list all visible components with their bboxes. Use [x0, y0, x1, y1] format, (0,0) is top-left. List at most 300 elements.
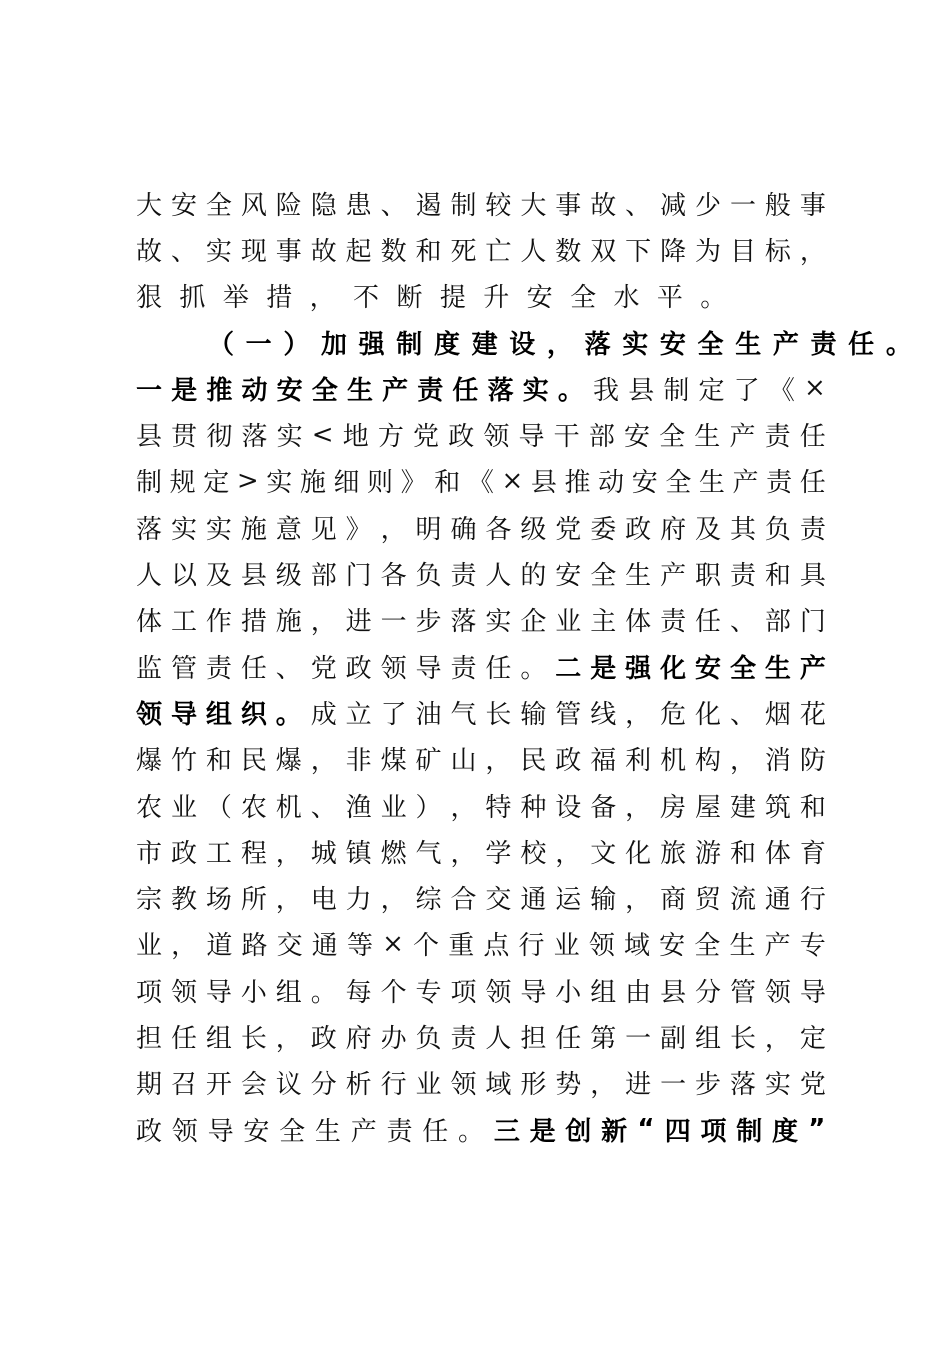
text-char: 任 [555, 1023, 582, 1054]
text-char: 定 [698, 375, 725, 406]
text-char: 、 [625, 190, 652, 221]
text-char: 小 [555, 977, 582, 1008]
text-char: 由 [625, 977, 652, 1008]
text-char: 领 [450, 1070, 477, 1101]
text-char: 危 [660, 699, 687, 730]
text-char: 。 [700, 283, 727, 314]
text-char: 责 [205, 653, 232, 684]
text-char: 第 [590, 1023, 617, 1054]
text-char: 分 [310, 1070, 337, 1101]
text-char: 校 [520, 838, 547, 869]
text-char: 导 [415, 653, 442, 684]
bold-char: 制 [396, 329, 423, 360]
text-char: 全 [659, 422, 686, 453]
text-char: 减 [660, 190, 687, 221]
bold-char: 任 [452, 375, 479, 406]
text-char: 实 [170, 514, 197, 545]
text-char: ， [799, 236, 826, 267]
text-char: 业 [136, 931, 163, 962]
text-char: 少 [695, 190, 722, 221]
text-char: 燃 [380, 838, 407, 869]
text-char: 步 [695, 1070, 722, 1101]
text-char: 任 [485, 653, 512, 684]
text-char: 业 [170, 792, 197, 823]
text-char: 措 [266, 283, 293, 314]
text-char: 防 [799, 746, 826, 777]
text-char: 部 [310, 561, 337, 592]
text-char: 导 [207, 1116, 234, 1147]
text-char: 业 [380, 792, 407, 823]
text-char: 政 [555, 746, 582, 777]
bold-char: 强 [358, 329, 385, 360]
text-char: 交 [276, 931, 303, 962]
text-char: 爆 [136, 746, 163, 777]
text-char: 、 [310, 792, 337, 823]
text-char: 施 [240, 514, 267, 545]
text-char: 目 [729, 236, 756, 267]
text-char: 门 [345, 561, 372, 592]
text-char: 门 [799, 607, 826, 638]
text-char: 。 [520, 653, 547, 684]
text-line [136, 180, 826, 226]
bold-char: （ [208, 329, 235, 360]
text-char: 场 [205, 885, 232, 916]
text-char: 一 [729, 190, 756, 221]
text-char: 责 [450, 561, 477, 592]
text-line [136, 411, 826, 457]
text-char: 领 [171, 1116, 198, 1147]
text-char: 运 [555, 885, 582, 916]
text-char: 重 [448, 931, 475, 962]
text-char: 任 [170, 1023, 197, 1054]
bold-char: 一 [245, 329, 272, 360]
text-char: 种 [520, 792, 547, 823]
bold-char: 全 [697, 329, 724, 360]
text-char: 的 [520, 561, 547, 592]
text-char: 安 [623, 422, 650, 453]
text-char: 步 [415, 607, 442, 638]
text-char: 责 [799, 514, 826, 545]
bold-char: 生 [735, 329, 762, 360]
bold-char: 二 [555, 653, 582, 684]
text-char: 长 [485, 699, 512, 730]
bold-char: 四 [664, 1116, 691, 1147]
text-char: 福 [590, 746, 617, 777]
text-char: 下 [625, 236, 652, 267]
bold-char: 。 [885, 329, 912, 360]
text-char: 。 [310, 977, 337, 1008]
body-text [136, 180, 912, 1152]
text-line [136, 1106, 826, 1152]
bold-char: 责 [417, 375, 444, 406]
text-char: 不 [353, 283, 380, 314]
text-char: 导 [520, 977, 547, 1008]
text-char: 体 [136, 607, 163, 638]
text-line [136, 1013, 826, 1059]
text-char: 府 [345, 1023, 372, 1054]
text-char: 人 [485, 561, 512, 592]
text-char: 进 [625, 1070, 652, 1101]
text-char: 渔 [345, 792, 372, 823]
text-char: 水 [613, 283, 640, 314]
bold-char: 生 [764, 653, 791, 684]
text-char: 立 [345, 699, 372, 730]
bold-char: 实 [622, 329, 649, 360]
text-char: 镇 [345, 838, 372, 869]
bold-char: ） [283, 329, 310, 360]
text-char: 所 [240, 885, 267, 916]
text-char: 导 [799, 977, 826, 1008]
text-char: 流 [729, 885, 756, 916]
text-char: 施 [299, 468, 326, 499]
bold-char: 组 [205, 699, 232, 730]
text-char: ， [171, 931, 198, 962]
text-char: 推 [564, 468, 591, 499]
text-char: 筑 [764, 792, 791, 823]
text-char: 特 [485, 792, 512, 823]
text-char: 任 [240, 653, 267, 684]
text-char: 政 [170, 838, 197, 869]
text-char: 和 [799, 792, 826, 823]
text-char: 交 [485, 885, 512, 916]
text-char: 行 [799, 885, 826, 916]
text-char: 势 [555, 1070, 582, 1101]
text-char: 民 [240, 746, 267, 777]
text-char: 和 [415, 236, 442, 267]
text-char: 领 [170, 977, 197, 1008]
text-char: 设 [555, 792, 582, 823]
text-char: 部 [764, 607, 791, 638]
text-char: 担 [520, 1023, 547, 1054]
text-char: 责 [729, 561, 756, 592]
text-char: ， [309, 283, 336, 314]
text-char: 业 [555, 607, 582, 638]
text-char: 标 [764, 236, 791, 267]
bold-char: 产 [772, 329, 799, 360]
text-char: 、 [729, 699, 756, 730]
text-char: 起 [345, 236, 372, 267]
text-char: 、 [275, 653, 302, 684]
text-char: 政 [345, 653, 372, 684]
text-char: 全 [590, 561, 617, 592]
text-char: 制 [136, 468, 163, 499]
text-char: 产 [764, 931, 791, 962]
text-char: 则 [367, 468, 394, 499]
text-char: ， [625, 699, 652, 730]
text-char: 气 [415, 838, 442, 869]
text-char: 导 [205, 977, 232, 1008]
text-char: 责 [764, 422, 791, 453]
text-char: 农 [136, 792, 163, 823]
text-char: ， [380, 885, 407, 916]
text-char: 安 [243, 1116, 270, 1147]
text-char: 宗 [136, 885, 163, 916]
text-char: 房 [660, 792, 687, 823]
bold-char: 安 [659, 329, 686, 360]
text-char: 产 [660, 561, 687, 592]
text-char: 人 [520, 236, 547, 267]
text-char: 城 [310, 838, 337, 869]
text-char: 党 [413, 422, 440, 453]
text-char: 安 [170, 190, 197, 221]
text-char: 生 [625, 561, 652, 592]
text-char: 及 [695, 514, 722, 545]
text-char: ， [729, 746, 756, 777]
text-line [136, 643, 826, 689]
text-char: 专 [415, 977, 442, 1008]
text-line [136, 874, 826, 920]
text-char: 明 [415, 514, 442, 545]
text-char: 屋 [695, 792, 722, 823]
text-char: 和 [764, 561, 791, 592]
text-char: 制 [450, 190, 477, 221]
bold-char: 实 [522, 375, 549, 406]
text-line [136, 782, 826, 828]
text-char: 点 [483, 931, 510, 962]
text-char: 落 [729, 1070, 756, 1101]
text-line [136, 967, 826, 1013]
text-char: 通 [764, 885, 791, 916]
text-char: 组 [695, 1023, 722, 1054]
text-char: 县 [240, 561, 267, 592]
bold-char: 化 [660, 653, 687, 684]
text-char: 抓 [179, 283, 206, 314]
text-char: 风 [240, 190, 267, 221]
text-char: 彻 [206, 422, 233, 453]
text-char: 任 [799, 468, 826, 499]
text-char: ， [764, 1023, 791, 1054]
text-char: 合 [450, 885, 477, 916]
text-char: 大 [520, 190, 547, 221]
bold-char: 强 [625, 653, 652, 684]
text-char: 责 [450, 653, 477, 684]
text-line [136, 550, 826, 596]
text-char: 意 [275, 514, 302, 545]
text-char: 副 [660, 1023, 687, 1054]
text-char: 通 [311, 931, 338, 962]
bold-char: 新 [601, 1116, 628, 1147]
text-char: 责 [450, 1023, 477, 1054]
text-char: 隐 [310, 190, 337, 221]
text-char: 制 [663, 375, 690, 406]
bold-char: 项 [700, 1116, 727, 1147]
text-char: 领 [764, 977, 791, 1008]
text-char: 、 [170, 236, 197, 267]
text-char: 领 [588, 931, 615, 962]
text-char: 导 [518, 422, 545, 453]
text-char: 建 [729, 792, 756, 823]
text-char: 事 [799, 190, 826, 221]
bold-char: 织 [240, 699, 267, 730]
bold-char: 。 [557, 375, 584, 406]
text-char: 部 [588, 422, 615, 453]
text-char: 其 [729, 514, 756, 545]
text-char: 办 [380, 1023, 407, 1054]
text-char: 政 [625, 514, 652, 545]
text-char: > [236, 465, 259, 496]
bold-char: “ [637, 1114, 655, 1145]
text-char: 项 [136, 977, 163, 1008]
bold-char: 动 [241, 375, 268, 406]
text-char: 各 [485, 514, 512, 545]
bold-char: 领 [136, 699, 163, 730]
text-char: 死 [450, 236, 477, 267]
text-char: 人 [485, 1023, 512, 1054]
bold-char: 制 [736, 1116, 763, 1147]
text-char: 组 [275, 977, 302, 1008]
text-char: 烟 [764, 699, 791, 730]
text-char: 各 [380, 561, 407, 592]
text-char: × [803, 373, 826, 404]
text-char: 形 [520, 1070, 547, 1101]
bold-char: 是 [529, 1116, 556, 1147]
text-char: 长 [240, 1023, 267, 1054]
text-line [136, 458, 826, 504]
text-char: 综 [415, 885, 442, 916]
text-char: 安 [526, 283, 553, 314]
text-char: 数 [380, 236, 407, 267]
text-char: 利 [625, 746, 652, 777]
text-char: 领 [483, 422, 510, 453]
bold-char: 生 [346, 375, 373, 406]
text-char: 负 [415, 561, 442, 592]
text-char: 旅 [660, 838, 687, 869]
text-char: 实 [276, 422, 303, 453]
text-char: ， [450, 792, 477, 823]
text-char: 每 [345, 977, 372, 1008]
text-char: 全 [205, 190, 232, 221]
text-char: 双 [590, 236, 617, 267]
text-char: 油 [415, 699, 442, 730]
bold-char: 推 [206, 375, 233, 406]
text-char: 全 [665, 468, 692, 499]
text-char: 生 [694, 422, 721, 453]
text-char: 数 [555, 236, 582, 267]
text-char: 患 [345, 190, 372, 221]
text-char: 构 [695, 746, 722, 777]
text-char: 行 [380, 1070, 407, 1101]
text-char: 我 [593, 375, 620, 406]
text-char: 较 [485, 190, 512, 221]
text-char: 生 [314, 1116, 341, 1147]
text-char: 地 [342, 422, 369, 453]
text-char: 等 [346, 931, 373, 962]
text-char: 、 [729, 607, 756, 638]
text-char: 《 [768, 375, 795, 406]
text-char: 遏 [415, 190, 442, 221]
text-char: 输 [520, 699, 547, 730]
text-char: 责 [660, 607, 687, 638]
text-char: 见 [310, 514, 337, 545]
text-char: 体 [764, 838, 791, 869]
text-char: 大 [136, 190, 163, 221]
text-char: 落 [136, 514, 163, 545]
bold-char: 全 [729, 653, 756, 684]
text-char: 备 [590, 792, 617, 823]
text-char: 以 [170, 561, 197, 592]
text-char: ， [275, 885, 302, 916]
text-line [136, 597, 826, 643]
text-char: 县 [530, 468, 557, 499]
text-char: 程 [240, 838, 267, 869]
text-char: 农 [240, 792, 267, 823]
text-char: 干 [553, 422, 580, 453]
text-char: 领 [485, 977, 512, 1008]
text-char: 工 [170, 607, 197, 638]
bold-char: 产 [382, 375, 409, 406]
text-char: 安 [631, 468, 658, 499]
text-char: 竹 [170, 746, 197, 777]
text-char: 花 [799, 699, 826, 730]
text-char: 企 [520, 607, 547, 638]
text-line [136, 736, 826, 782]
text-char: 分 [695, 977, 722, 1008]
text-char: ， [450, 838, 477, 869]
text-char: 进 [345, 607, 372, 638]
text-char: ， [310, 746, 337, 777]
text-char: 产 [350, 1116, 377, 1147]
text-char: 狠 [136, 283, 163, 314]
text-char: 开 [205, 1070, 232, 1101]
text-char: 教 [170, 885, 197, 916]
text-char: 和 [729, 838, 756, 869]
text-char: 召 [170, 1070, 197, 1101]
text-char: ， [590, 1070, 617, 1101]
text-char: 断 [396, 283, 423, 314]
text-char: 实 [205, 236, 232, 267]
text-char: 管 [170, 653, 197, 684]
text-char: 及 [205, 561, 232, 592]
bold-char: 建 [471, 329, 498, 360]
bold-char: 落 [487, 375, 514, 406]
text-char: 作 [205, 607, 232, 638]
text-char: < [311, 419, 334, 450]
bold-char: ” [808, 1114, 826, 1145]
text-char: 规 [169, 468, 196, 499]
text-char: 气 [450, 699, 477, 730]
text-char: 确 [450, 514, 477, 545]
text-char: 任 [695, 607, 722, 638]
text-char: 落 [241, 422, 268, 453]
text-char: 负 [764, 514, 791, 545]
text-char: 般 [764, 190, 791, 221]
text-char: 县 [660, 977, 687, 1008]
text-char: 主 [590, 607, 617, 638]
text-char: 商 [660, 885, 687, 916]
text-char: 贯 [171, 422, 198, 453]
text-char: 项 [450, 977, 477, 1008]
text-char: 管 [729, 977, 756, 1008]
text-char: 和 [205, 746, 232, 777]
bold-char: 是 [590, 653, 617, 684]
bold-char: 安 [276, 375, 303, 406]
text-char: 为 [695, 236, 722, 267]
text-char: 析 [345, 1070, 372, 1101]
bold-char: ， [546, 329, 573, 360]
text-char: 监 [136, 653, 163, 684]
text-char: 故 [590, 190, 617, 221]
text-line [136, 504, 826, 550]
text-char: ， [485, 746, 512, 777]
text-char: 生 [698, 468, 725, 499]
text-char: 力 [345, 885, 372, 916]
text-char: 职 [695, 561, 722, 592]
text-char: 党 [310, 653, 337, 684]
text-char: 通 [520, 885, 547, 916]
text-char: 施 [275, 607, 302, 638]
text-char: 煤 [380, 746, 407, 777]
text-char: 游 [695, 838, 722, 869]
